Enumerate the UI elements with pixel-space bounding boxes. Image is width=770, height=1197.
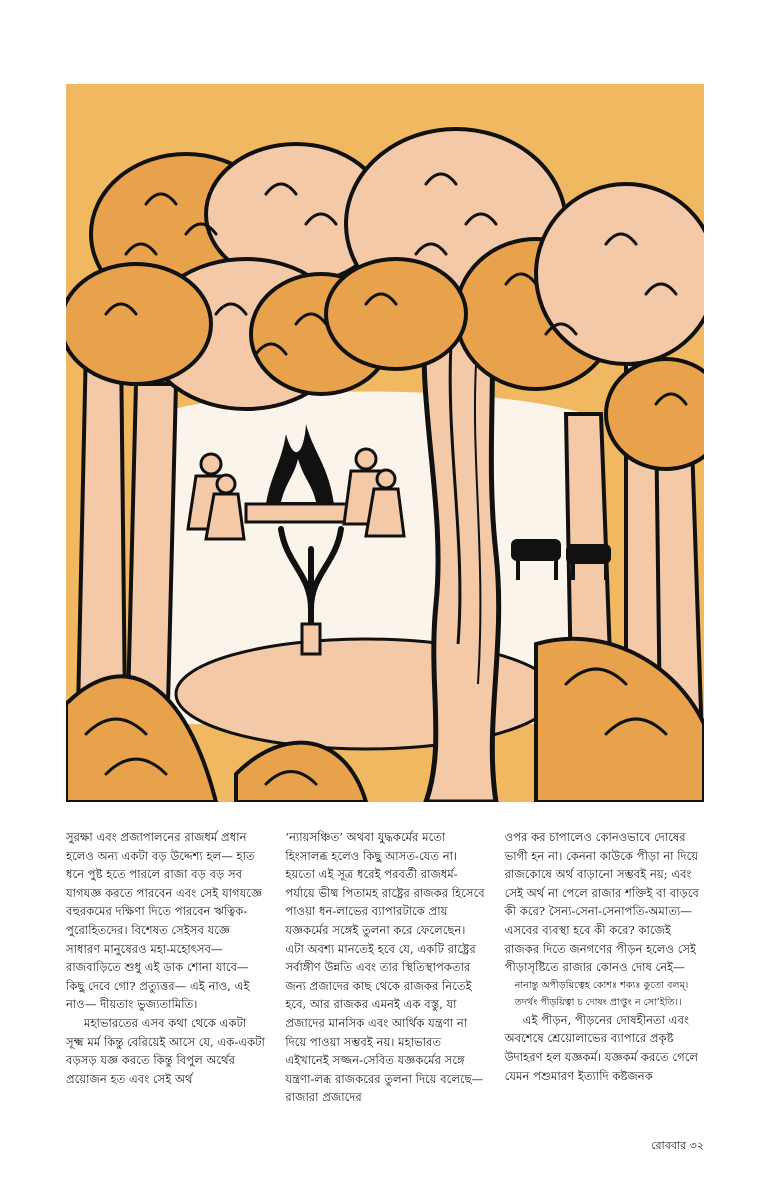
page-folio: রোববার ৩২	[651, 1139, 704, 1152]
paragraph: এই পীড়ন, পীড়নের দোষহীনতা এবং অবশেষে শ্রেয়োলাভের ব্যাপারে প্রকৃষ্ট উদাহরণ হল যজ্ঞকর্ম। যজ্ঞকর্ম করতে গেলে যেমন পশুমারণ ইত্যাদি কষ্টজনক	[504, 1012, 699, 1083]
sanskrit-verse-line: নানান্তু অপীড়য়িত্বেহ কোশঃ শক্যঃ কুতো বলম্।	[514, 979, 689, 991]
article-body	[66, 828, 706, 1118]
illustration-artwork	[66, 84, 704, 802]
paragraph: ‘ন্যায়সঞ্চিত’ অথবা যুদ্ধকর্মের মতো হিংসালব্ধ হলেও কিছু আসত-যেত না। হয়তো এই সূত্র ধরেই পরবর্তী রাজধর্ম-পর্যায়ে ভীষ্ম পিতামহ রাষ্ট্রের রাজকর হিসেবে পাওয়া ধন-লাভের ব্যাপারটাকে প্রায় যজ্ঞকর্মের সঙ্গেই তুলনা করে ফেলেছেন। এটা অবশ্য মানতেই হবে যে, একটি রাষ্ট্রের সর্বাঙ্গীণ উন্নতি এবং তার স্থিতিস্থাপকতার জন্য প্রজাদের কাছ থেকে রাজকর নিতেই হবে, আর রাজকর এমনই এক বস্তু, যা প্রজাদের মানসিক এবং আর্থিক যন্ত্রণা না দিয়ে পাওয়া সম্ভবই নয়। মহাভারত এইখানেই সজ্জন-সেবিত যজ্ঞকর্মের সঙ্গে যন্ত্রণা-লব্ধ রাজকরের তুলনা দিয়ে বলেছে— রাজারা প্রজাদের	[285, 830, 485, 1105]
article-column-2	[285, 828, 486, 1118]
article-column-1	[66, 828, 267, 1118]
paragraph: মহাভারতের এসব কথা থেকে একটা সূক্ষ্ম মর্ম কিন্তু বেরিয়েই আসে যে, এক-একটা বড়সড় যজ্ঞ করতে কিন্তু বিপুল অর্থের প্রয়োজন হত এবং সেই অর্থ	[66, 1015, 265, 1086]
paragraph: সুরক্ষা এবং প্রজাপালনের রাজধর্ম প্রধান হলেও অন্য একটা বড় উদ্দেশ্য হল— হাত ধনে পুষ্ট হতে পারলে রাজা বড় বড় সব যাগযজ্ঞ করতে পারবেন এবং সেই যাগযজ্ঞে বহুরকমের দক্ষিণা দিতে পারবেন ঋত্বিক-পুরোহিতদের। বিশেষত সেইসব যজ্ঞে সাধারণ মানুষেরও মহা-মহোৎসব— রাজবাড়িতে শুধু এই ডাক শোনা যাবে— কিছু দেবে গো? প্রত্যুত্তর— এই নাও, এই নাও— দীয়তাং ভুজ্যতামিতি।	[66, 830, 263, 1012]
forest-sacrifice-illustration	[66, 84, 704, 802]
paragraph: ওপর কর চাপালেও কোনওভাবে দোষের ভাগী হন না। কেননা কাউকে পীড়া না দিয়ে রাজকোষে অর্থ বাড়ানো সম্ভবই নয়; এবং সেই অর্থ না পেলে রাজার শক্তিই বা বাড়বে কী করে? সৈন্য-সেনা-সেনাপতি-অমাত্য— এসবের ব্যবস্থা হবে কী করে? কাজেই রাজকর দিতে জনগণের পীড়ন হলেও সেই পীড়াসৃষ্টিতে রাজার কোনও দোষ নেই—	[504, 830, 699, 975]
sanskrit-verse-line: তদর্থং পীড়য়িত্বা চ দোষং প্রাপ্তুং ন সো’ইতি।।	[514, 996, 682, 1008]
article-column-3	[505, 828, 706, 1118]
